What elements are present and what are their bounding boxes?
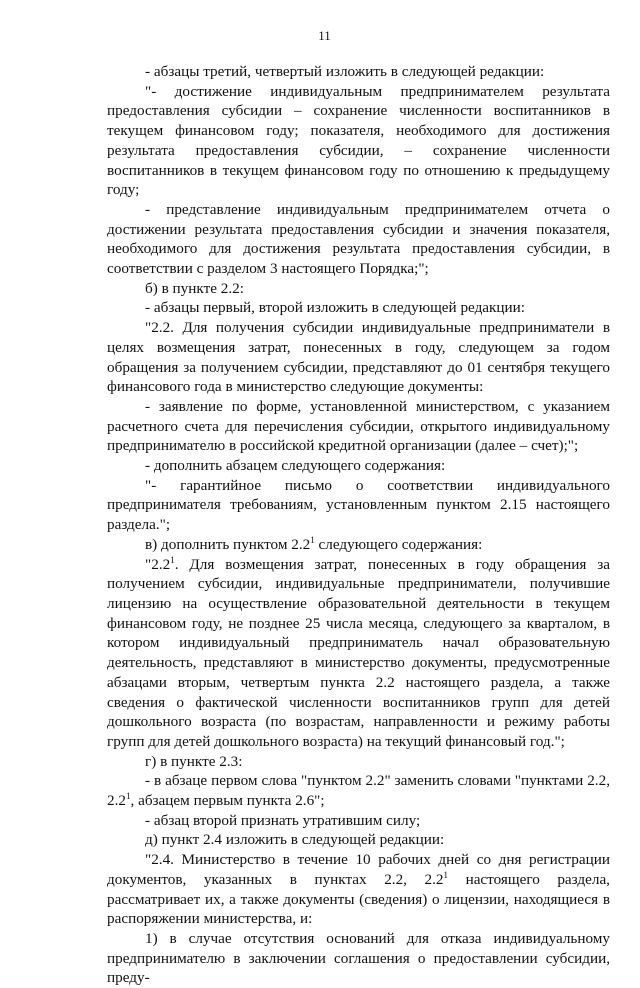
paragraph-text: следующего содержания: — [314, 535, 483, 553]
paragraph-text: "2.4. Министерство в течение 10 рабочих дней со дня регистрации документов, указанных в пунктах 2.2, 2.2 — [107, 851, 610, 888]
paragraph-text: "2.2 — [145, 555, 171, 573]
paragraph: б) в пункте 2.2: — [145, 279, 244, 297]
paragraph — [107, 850, 610, 929]
paragraph-text: настоящего раздела, рассматривает их, а также документы (сведения) о лицензии, находящиеся в распоряжении министерства, и: — [107, 870, 610, 928]
paragraph-text: . Для возмещения затрат, понесенных в году обращения за получением субсидии, индивидуальные предприниматели, получившие лицензию на осуществление образовательной деятельности в текущем финансовом году, не позднее 25 числа месяца, следующего за кварталом, в котором индивидуальный предприниматель начал образовательную деятельность, представляют в министерство документы, предусмотренные абзацами вторым, четвертым пункта 2.2 настоящего раздела, а также сведения о фактической численности воспитанников групп для детей дошкольного возраста (по возрастам, направленности и режиму работы групп для детей дошкольного возраста) на текущий финансовый год."; — [107, 555, 610, 750]
paragraph: - заявление по форме, установленной министерством, с указанием расчетного счета для перечисления субсидии, открытого индивидуальному предпринимателю в российской кредитной организации (далее – счет);"; — [107, 397, 610, 455]
paragraph: 1) в случае отсутствия оснований для отказа индивидуальному предпринимателю в заключении соглашения о предоставлении субсидии, преду- — [107, 929, 610, 987]
page-number: 11 — [318, 28, 331, 43]
paragraph-text: в) дополнить пунктом 2.2 — [145, 535, 311, 553]
paragraph — [107, 535, 610, 555]
paragraph-text: , абзацем первым пункта 2.6"; — [130, 792, 325, 810]
paragraph: - абзацы первый, второй изложить в следующей редакции: — [145, 299, 526, 317]
superscript-index: 1 — [310, 534, 315, 545]
paragraph-text: - в абзаце первом слова "пунктом 2.2" заменить словами "пунктами 2.2, 2.2 — [107, 772, 610, 810]
paragraph: - дополнить абзацем следующего содержания: — [145, 457, 446, 475]
paragraph — [107, 555, 610, 752]
paragraph: "- гарантийное письмо о соответствии индивидуального предпринимателя требованиям, установленным пунктом 2.15 настоящего раздела."; — [107, 476, 610, 534]
paragraph: - представление индивидуальным предпринимателем отчета о достижении результата предоставления субсидии и значения показателя, необходимого для достижения результата предоставления субсидии, в соответствии с разделом 3 настоящего Порядка;"; — [107, 200, 610, 278]
superscript-index: 1 — [170, 554, 175, 565]
paragraph: "2.2. Для получения субсидии индивидуальные предприниматели в целях возмещения затрат, понесенных в году, следующем за годом обращения за получением субсидии, представляют до 01 сентября текущего финансового года в министерство следующие документы: — [107, 319, 610, 396]
paragraph: г) в пункте 2.3: — [145, 752, 243, 770]
superscript-index: 1 — [443, 869, 449, 880]
paragraph: "- достижение индивидуальным предпринимателем результата предоставления субсидии – сохранение численности воспитанников в текущем финансовом году; показателя, необходимого для достижения результата предоставления субсидии, – сохранение численности воспитанников в текущем финансовом году по отношению к предыдущему году; — [107, 82, 610, 199]
paragraph: д) пункт 2.4 изложить в следующей редакции: — [145, 831, 445, 849]
paragraph: - абзац второй признать утратившим силу; — [145, 811, 421, 829]
paragraph — [107, 771, 610, 810]
paragraph: - абзацы третий, четвертый изложить в следующей редакции: — [145, 63, 545, 80]
document-body — [107, 62, 610, 988]
superscript-index: 1 — [125, 791, 131, 802]
